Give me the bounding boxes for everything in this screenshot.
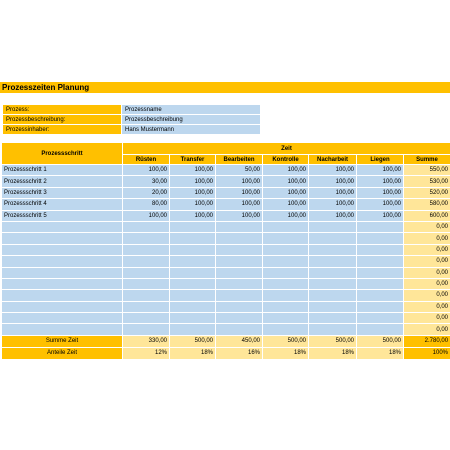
process-info-table: [2, 104, 261, 135]
time-cell[interactable]: [216, 256, 263, 267]
table-row: [2, 313, 450, 324]
time-cell[interactable]: [216, 278, 263, 289]
row-sum-cell[interactable]: 580,00: [404, 199, 450, 210]
time-cell[interactable]: 100,00: [263, 165, 309, 176]
time-cell[interactable]: [123, 221, 170, 232]
table-row: [2, 256, 450, 267]
time-cell[interactable]: [170, 221, 216, 232]
header-zeit: Zeit: [123, 143, 450, 155]
table-row: [2, 244, 450, 255]
footer-value-cell[interactable]: 450,00: [216, 335, 263, 347]
time-cell[interactable]: 100,00: [309, 165, 357, 176]
anteile-zeit-row: [2, 347, 450, 359]
column-header: Kontrolle: [263, 155, 309, 165]
footer-value-cell[interactable]: 18%: [357, 347, 404, 359]
time-cell[interactable]: [123, 278, 170, 289]
footer-value-cell[interactable]: 330,00: [123, 335, 170, 347]
header-prozessschritt: Prozessschritt: [2, 143, 123, 165]
column-header: Nacharbeit: [309, 155, 357, 165]
time-cell[interactable]: [309, 324, 357, 335]
row-sum-cell[interactable]: 0,00: [404, 324, 450, 335]
time-cell[interactable]: [170, 244, 216, 255]
row-sum-cell[interactable]: 0,00: [404, 301, 450, 312]
time-cell[interactable]: [123, 290, 170, 301]
time-cell[interactable]: 100,00: [170, 199, 216, 210]
row-sum-cell[interactable]: 0,00: [404, 244, 450, 255]
time-cell[interactable]: [216, 290, 263, 301]
time-cell[interactable]: [263, 324, 309, 335]
time-cell[interactable]: [263, 290, 309, 301]
time-cell[interactable]: 100,00: [216, 199, 263, 210]
time-cell[interactable]: [309, 290, 357, 301]
time-cell[interactable]: 100,00: [170, 187, 216, 198]
time-cell[interactable]: 100,00: [170, 210, 216, 221]
time-cell[interactable]: 100,00: [309, 199, 357, 210]
info-label: Prozessbeschreibung:: [3, 115, 122, 125]
time-cell[interactable]: [357, 290, 404, 301]
time-cell[interactable]: [309, 233, 357, 244]
time-cell[interactable]: [357, 324, 404, 335]
column-header: Summe: [404, 155, 450, 165]
row-sum-cell[interactable]: 600,00: [404, 210, 450, 221]
step-name-cell[interactable]: [2, 267, 123, 278]
time-cell[interactable]: [123, 267, 170, 278]
time-cell[interactable]: 100,00: [357, 176, 404, 187]
info-value[interactable]: Prozessbeschreibung: [122, 115, 261, 125]
time-cell[interactable]: [357, 301, 404, 312]
time-cell[interactable]: 100,00: [357, 210, 404, 221]
time-cell[interactable]: [263, 256, 309, 267]
time-cell[interactable]: [309, 221, 357, 232]
time-cell[interactable]: 50,00: [216, 165, 263, 176]
time-cell[interactable]: 100,00: [263, 176, 309, 187]
time-cell[interactable]: 100,00: [357, 165, 404, 176]
time-cell[interactable]: [263, 313, 309, 324]
table-row: [2, 324, 450, 335]
time-cell[interactable]: 100,00: [216, 210, 263, 221]
row-sum-cell[interactable]: 0,00: [404, 267, 450, 278]
table-row: [2, 267, 450, 278]
row-sum-cell[interactable]: 550,00: [404, 165, 450, 176]
row-sum-cell[interactable]: 0,00: [404, 278, 450, 289]
info-value[interactable]: Prozessname: [122, 105, 261, 115]
time-cell[interactable]: [309, 256, 357, 267]
step-name-cell[interactable]: [2, 290, 123, 301]
time-cell[interactable]: [309, 244, 357, 255]
time-cell[interactable]: 20,00: [123, 187, 170, 198]
time-cell[interactable]: [170, 313, 216, 324]
time-cell[interactable]: [263, 233, 309, 244]
time-cell[interactable]: [263, 221, 309, 232]
time-cell[interactable]: 80,00: [123, 199, 170, 210]
table-row: [2, 290, 450, 301]
time-cell[interactable]: [123, 233, 170, 244]
footer-value-cell[interactable]: 18%: [263, 347, 309, 359]
time-cell[interactable]: [309, 301, 357, 312]
row-sum-cell[interactable]: 0,00: [404, 233, 450, 244]
step-name-cell[interactable]: [2, 324, 123, 335]
time-cell[interactable]: [309, 313, 357, 324]
step-name-cell[interactable]: [2, 244, 123, 255]
time-cell[interactable]: [357, 244, 404, 255]
sheet-title: Prozesszeiten Planung: [0, 82, 450, 93]
footer-value-cell[interactable]: 500,00: [263, 335, 309, 347]
time-cell[interactable]: 100,00: [309, 176, 357, 187]
footer-value-cell[interactable]: 18%: [170, 347, 216, 359]
table-row: [2, 187, 450, 198]
table-row: [2, 165, 450, 176]
column-header: Rüsten: [123, 155, 170, 165]
time-cell[interactable]: 100,00: [123, 210, 170, 221]
table-row: [2, 301, 450, 312]
time-cell[interactable]: 100,00: [123, 165, 170, 176]
summe-zeit-row: [2, 335, 450, 347]
footer-total-cell[interactable]: 100%: [404, 347, 450, 359]
row-sum-cell[interactable]: 0,00: [404, 313, 450, 324]
time-cell[interactable]: 100,00: [216, 187, 263, 198]
table-row: [2, 233, 450, 244]
footer-value-cell[interactable]: 500,00: [309, 335, 357, 347]
time-cell[interactable]: [263, 278, 309, 289]
time-cell[interactable]: [216, 313, 263, 324]
time-cell[interactable]: 100,00: [357, 187, 404, 198]
footer-value-cell[interactable]: 500,00: [357, 335, 404, 347]
time-cell[interactable]: [216, 301, 263, 312]
time-cell[interactable]: [357, 267, 404, 278]
time-cell[interactable]: [123, 324, 170, 335]
info-value[interactable]: Hans Mustermann: [122, 125, 261, 135]
time-cell[interactable]: [170, 290, 216, 301]
time-cell[interactable]: [263, 244, 309, 255]
time-cell[interactable]: [216, 267, 263, 278]
footer-value-cell[interactable]: 500,00: [170, 335, 216, 347]
time-cell[interactable]: 100,00: [357, 199, 404, 210]
time-cell[interactable]: [216, 233, 263, 244]
time-cell[interactable]: [123, 256, 170, 267]
step-name-cell[interactable]: [2, 313, 123, 324]
step-name-cell[interactable]: [2, 233, 123, 244]
time-cell[interactable]: 100,00: [263, 210, 309, 221]
info-row-beschreibung: [3, 115, 261, 125]
footer-value-cell[interactable]: 12%: [123, 347, 170, 359]
row-sum-cell[interactable]: 0,00: [404, 256, 450, 267]
time-cell[interactable]: [357, 221, 404, 232]
time-cell[interactable]: [123, 301, 170, 312]
time-cell[interactable]: 30,00: [123, 176, 170, 187]
step-name-cell[interactable]: [2, 256, 123, 267]
footer-value-cell[interactable]: 18%: [309, 347, 357, 359]
time-cell[interactable]: 100,00: [263, 199, 309, 210]
info-label: Prozessinhaber:: [3, 125, 122, 135]
row-sum-cell[interactable]: 0,00: [404, 290, 450, 301]
footer-value-cell[interactable]: 16%: [216, 347, 263, 359]
footer-total-cell[interactable]: 2.780,00: [404, 335, 450, 347]
time-cell[interactable]: 100,00: [170, 176, 216, 187]
row-sum-cell[interactable]: 530,00: [404, 176, 450, 187]
time-cell[interactable]: [170, 301, 216, 312]
table-row: [2, 176, 450, 187]
process-time-table: [1, 142, 450, 360]
time-cell[interactable]: 100,00: [263, 187, 309, 198]
step-name-cell[interactable]: Prozessschritt 1: [2, 165, 123, 176]
table-row: [2, 210, 450, 221]
time-cell[interactable]: 100,00: [309, 187, 357, 198]
time-cell[interactable]: [309, 267, 357, 278]
time-cell[interactable]: [123, 313, 170, 324]
time-cell[interactable]: 100,00: [170, 165, 216, 176]
info-row-prozess: [3, 105, 261, 115]
time-cell[interactable]: [357, 233, 404, 244]
time-cell[interactable]: 100,00: [216, 176, 263, 187]
step-name-cell[interactable]: Prozessschritt 5: [2, 210, 123, 221]
column-header: Transfer: [170, 155, 216, 165]
column-header: Liegen: [357, 155, 404, 165]
time-cell[interactable]: [216, 221, 263, 232]
row-sum-cell[interactable]: 520,00: [404, 187, 450, 198]
footer-label: Anteile Zeit: [2, 347, 123, 359]
column-header: Bearbeiten: [216, 155, 263, 165]
time-cell[interactable]: [216, 244, 263, 255]
time-cell[interactable]: [263, 301, 309, 312]
row-sum-cell[interactable]: 0,00: [404, 221, 450, 232]
info-label: Prozess:: [3, 105, 122, 115]
table-row: [2, 278, 450, 289]
info-row-inhaber: [3, 125, 261, 135]
time-cell[interactable]: [170, 256, 216, 267]
time-cell[interactable]: [170, 278, 216, 289]
step-name-cell[interactable]: [2, 301, 123, 312]
table-row: [2, 221, 450, 232]
time-cell[interactable]: [357, 278, 404, 289]
time-cell[interactable]: [170, 233, 216, 244]
step-name-cell[interactable]: [2, 278, 123, 289]
time-cell[interactable]: 100,00: [309, 210, 357, 221]
time-cell[interactable]: [357, 313, 404, 324]
time-cell[interactable]: [309, 278, 357, 289]
step-name-cell[interactable]: Prozessschritt 3: [2, 187, 123, 198]
time-cell[interactable]: [170, 267, 216, 278]
table-row: [2, 199, 450, 210]
time-cell[interactable]: [216, 324, 263, 335]
step-name-cell[interactable]: Prozessschritt 2: [2, 176, 123, 187]
step-name-cell[interactable]: Prozessschritt 4: [2, 199, 123, 210]
time-cell[interactable]: [123, 244, 170, 255]
step-name-cell[interactable]: [2, 221, 123, 232]
time-cell[interactable]: [170, 324, 216, 335]
footer-label: Summe Zeit: [2, 335, 123, 347]
time-cell[interactable]: [263, 267, 309, 278]
time-cell[interactable]: [357, 256, 404, 267]
